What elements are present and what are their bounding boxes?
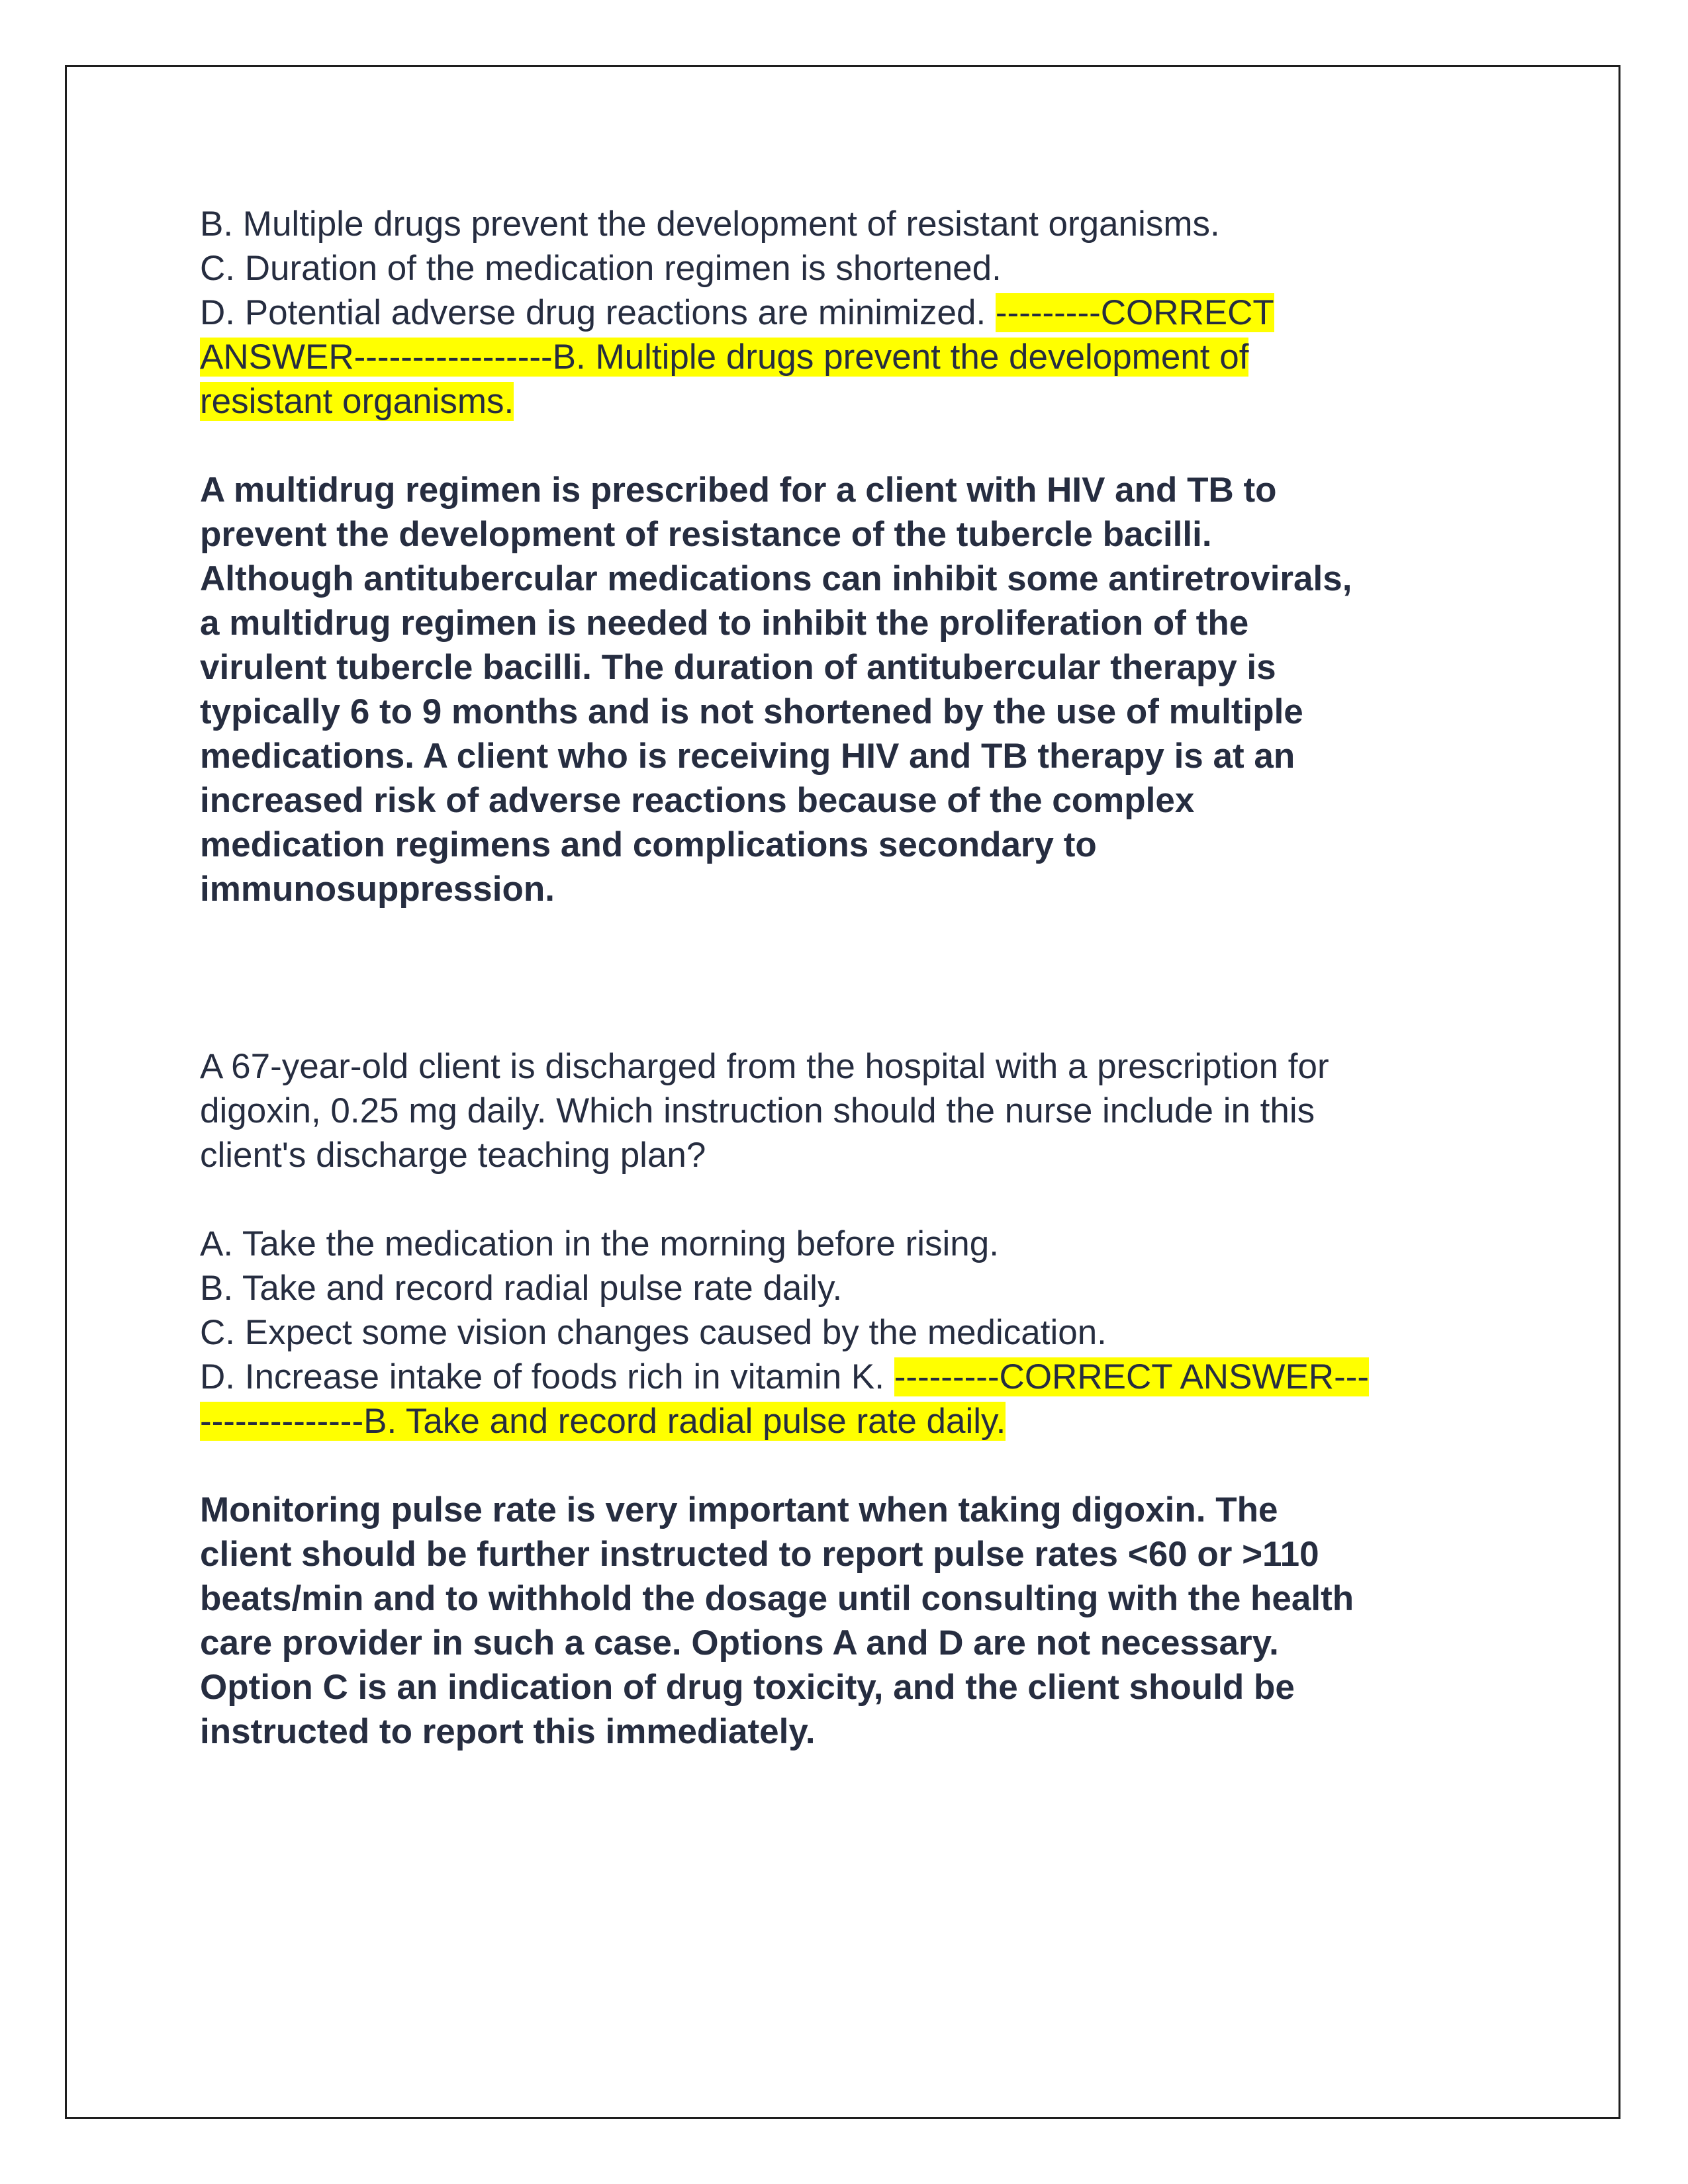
q1-rationale-line: prevent the development of resistance of the tubercle bacilli.: [200, 515, 1212, 554]
question-1: [200, 202, 1517, 911]
q1-rationale-line: medication regimens and complications secondary to: [200, 825, 1097, 864]
q1-rationale-line: Although antitubercular medications can inhibit some antiretrovirals,: [200, 559, 1352, 598]
q2-option-a: A. Take the medication in the morning before rising.: [200, 1224, 999, 1263]
q2-option-d: [200, 1355, 1517, 1399]
q1-option-c: C. Duration of the medication regimen is shortened.: [200, 249, 1002, 288]
q2-option-d-text: D. Increase intake of foods rich in vitamin K.: [200, 1357, 884, 1396]
q2-rationale-line: Monitoring pulse rate is very important when taking digoxin. The: [200, 1490, 1278, 1529]
q1-option-d-text: D. Potential adverse drug reactions are minimized.: [200, 293, 986, 332]
q1-answer-highlight-2: ANSWER-----------------B. Multiple drugs prevent the development of: [200, 338, 1249, 377]
q2-rationale: [200, 1488, 1517, 1754]
question-2: [200, 1044, 1517, 1754]
q1-answer-highlight-3: resistant organisms.: [200, 382, 514, 421]
q2-stem-line: digoxin, 0.25 mg daily. Which instruction should the nurse include in this: [200, 1091, 1315, 1130]
q1-rationale-line: typically 6 to 9 months and is not shortened by the use of multiple: [200, 692, 1303, 731]
q1-answer-line-3: [200, 379, 1517, 424]
q2-stem-line: client's discharge teaching plan?: [200, 1136, 706, 1175]
q1-rationale-line: medications. A client who is receiving HIV and TB therapy is at an: [200, 737, 1295, 776]
q2-option-c: C. Expect some vision changes caused by the medication.: [200, 1313, 1107, 1352]
document-body: [200, 202, 1517, 1754]
q2-rationale-line: care provider in such a case. Options A and D are not necessary.: [200, 1623, 1279, 1662]
q2-answer-highlight-2: --------------B. Take and record radial pulse rate daily.: [200, 1402, 1006, 1441]
q2-stem-line: A 67-year-old client is discharged from the hospital with a prescription for: [200, 1047, 1329, 1086]
q1-rationale-line: virulent tubercle bacilli. The duration of antitubercular therapy is: [200, 648, 1276, 687]
q1-option-b: B. Multiple drugs prevent the development of resistant organisms.: [200, 205, 1220, 244]
q1-rationale-line: a multidrug regimen is needed to inhibit the proliferation of the: [200, 604, 1249, 643]
q1-answer-highlight-1: ---------CORRECT: [995, 293, 1274, 332]
q2-rationale-line: beats/min and to withhold the dosage until consulting with the health: [200, 1579, 1354, 1618]
q2-answer-highlight-1: ---------CORRECT ANSWER---: [894, 1357, 1370, 1396]
q2-rationale-line: instructed to report this immediately.: [200, 1712, 816, 1751]
q1-rationale-line: immunosuppression.: [200, 870, 555, 909]
q1-answer-line-2: [200, 335, 1517, 379]
q1-option-d: [200, 291, 1517, 335]
q1-rationale-line: A multidrug regimen is prescribed for a client with HIV and TB to: [200, 471, 1277, 510]
q2-stem: [200, 1044, 1517, 1177]
q2-rationale-line: client should be further instructed to report pulse rates <60 or >110: [200, 1535, 1319, 1574]
q1-rationale-line: increased risk of adverse reactions because of the complex: [200, 781, 1195, 820]
q2-option-b: B. Take and record radial pulse rate daily.: [200, 1269, 843, 1308]
q1-rationale: [200, 468, 1517, 911]
q2-rationale-line: Option C is an indication of drug toxicity, and the client should be: [200, 1668, 1295, 1707]
q2-answer-line-2: [200, 1399, 1517, 1443]
